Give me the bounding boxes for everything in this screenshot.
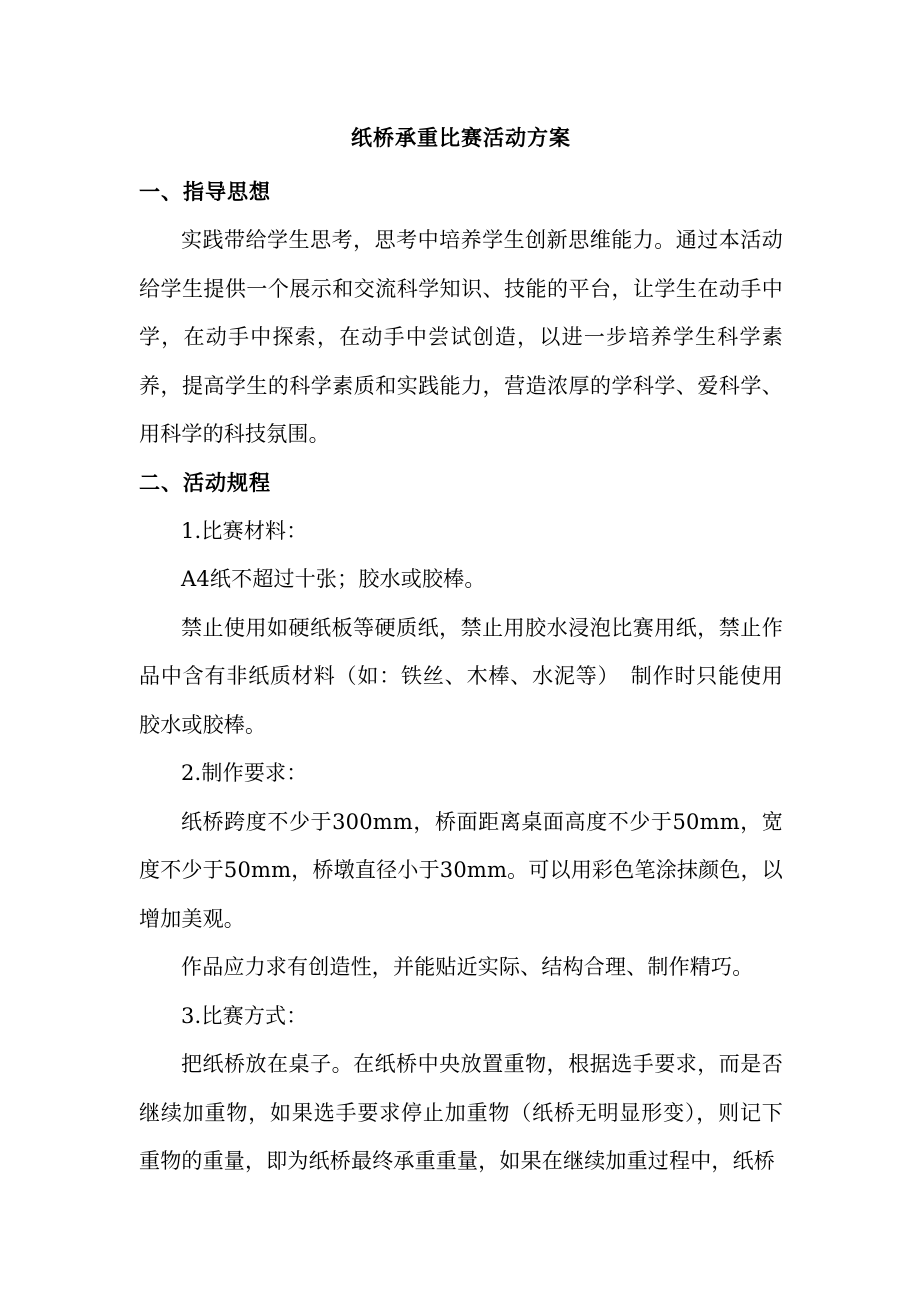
requirements-dimensions-paragraph: 纸桥跨度不少于300mm，桥面距离桌面高度不少于50mm，宽度不少于50mm，桥墩直径小于30mm。可以用彩色笔涂抹颜色，以增加美观。 (139, 809, 783, 931)
rule-heading-requirements: 2.制作要求： (181, 761, 308, 785)
guiding-thought-paragraph: 实践带给学生思考，思考中培养学生创新思维能力。通过本活动给学生提供一个展示和交流科学知识、技能的平台，让学生在动手中学，在动手中探索，在动手中尝试创造，以进一步培养学生科学素养，提高学生的科学素质和实践能力，营造浓厚的学科学、爱科学、用科学的科技氛围。 (139, 228, 783, 446)
rule-heading-method: 3.比赛方式： (181, 1003, 308, 1028)
materials-restrictions-paragraph: 禁止使用如硬纸板等硬质纸，禁止用胶水浸泡比赛用纸，禁止作品中含有非纸质材料（如：铁丝、木棒、水泥等） 制作时只能使用胶水或胶棒。 (139, 615, 783, 737)
method-paragraph: 把纸桥放在桌子。在纸桥中央放置重物，根据选手要求，而是否继续加重物，如果选手要求停止加重物（纸桥无明显形变），则记下重物的重量，即为纸桥最终承重重量，如果在继续加重过程中，纸桥 (139, 1052, 783, 1173)
section-heading-activity-rules: 二、活动规程 (139, 470, 271, 495)
rule-heading-materials: 1.比赛材料： (181, 518, 308, 543)
document-page (139, 116, 783, 1186)
document-title: 纸桥承重比赛活动方案 (351, 126, 571, 150)
requirements-creativity-paragraph: 作品应力求有创造性，并能贴近实际、结构合理、制作精巧。 (181, 955, 754, 979)
section-heading-guiding-thought: 一、指导思想 (139, 180, 271, 204)
materials-paragraph: A4纸不超过十张；胶水或胶棒。 (181, 567, 486, 591)
